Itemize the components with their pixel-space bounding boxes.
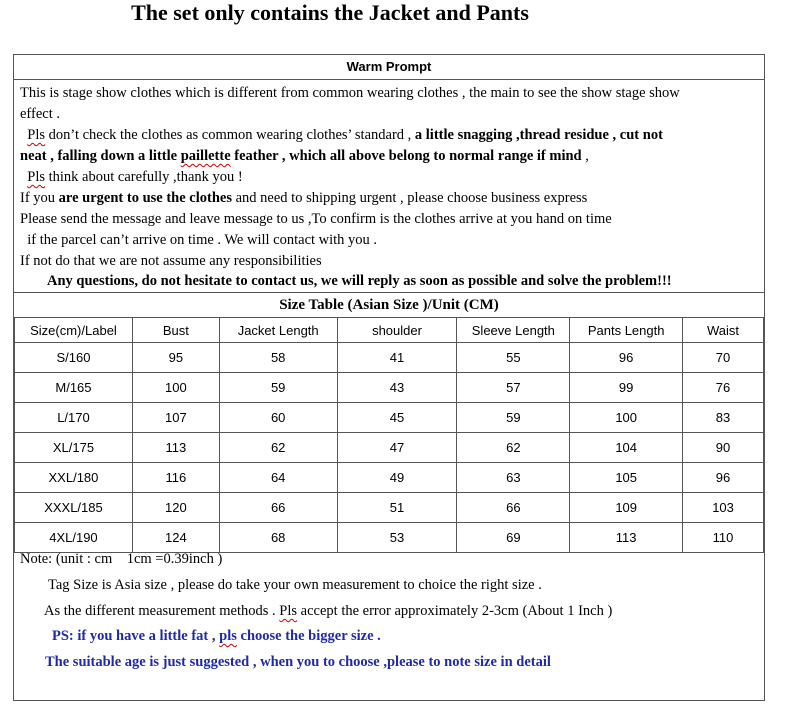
table-cell: 90 (683, 433, 764, 463)
table-cell: 58 (219, 343, 337, 373)
pls-word: Pls (279, 603, 298, 619)
table-cell: 49 (337, 463, 457, 493)
table-cell: 59 (219, 373, 337, 403)
pls-word: pls (219, 628, 237, 644)
table-cell: 64 (219, 463, 337, 493)
table-cell: 53 (337, 523, 457, 553)
warm-prompt-line-1: This is stage show clothes which is different from common wearing clothes , the main to see the show stage show (20, 85, 680, 101)
table-cell: XXL/180 (15, 463, 133, 493)
note-measurement (44, 601, 612, 621)
bold-segment: feather , which all above belong to normal range if mind (230, 148, 582, 164)
text-segment: accept the error approximately 2-3cm (About 1 Inch ) (297, 603, 613, 619)
paillette-word: paillette (180, 148, 231, 164)
table-cell: 100 (570, 403, 683, 433)
text-segment: , (581, 148, 589, 164)
column-header: Jacket Length (219, 318, 337, 343)
table-cell: 68 (219, 523, 337, 553)
bold-segment: are urgent to use the clothes (58, 190, 232, 206)
warm-prompt-line-5 (20, 167, 758, 188)
table-row (15, 433, 764, 463)
table-cell: 55 (457, 343, 570, 373)
warm-prompt-line-4 (20, 146, 758, 167)
table-cell: 47 (337, 433, 457, 463)
table-cell: XL/175 (15, 433, 133, 463)
table-cell: 105 (570, 463, 683, 493)
text-segment: PS: if you have a little fat , (52, 628, 220, 644)
table-cell: S/160 (15, 343, 133, 373)
pls-word: Pls (27, 127, 45, 143)
table-cell: 51 (337, 493, 457, 523)
table-cell: 70 (683, 343, 764, 373)
text-segment: think about carefully ,thank you ! (45, 169, 243, 185)
table-cell: 45 (337, 403, 457, 433)
table-cell: 83 (683, 403, 764, 433)
table-cell: 110 (683, 523, 764, 553)
table-row (15, 463, 764, 493)
table-cell: 96 (570, 343, 683, 373)
table-cell: 43 (337, 373, 457, 403)
table-cell: 116 (132, 463, 219, 493)
table-cell: 60 (219, 403, 337, 433)
table-cell: 41 (337, 343, 457, 373)
column-header: shoulder (337, 318, 457, 343)
column-header: Size(cm)/Label (15, 318, 133, 343)
table-row (15, 343, 764, 373)
table-cell: 66 (219, 493, 337, 523)
table-cell: 69 (457, 523, 570, 553)
table-row (15, 523, 764, 553)
note-age: The suitable age is just suggested , when you to choose ,please to note size in detail (45, 654, 551, 670)
warm-prompt-line-6 (20, 188, 758, 209)
table-cell: 104 (570, 433, 683, 463)
table-cell: 100 (132, 373, 219, 403)
text-segment: and need to shipping urgent , please choose business express (231, 190, 588, 206)
table-cell: 109 (570, 493, 683, 523)
table-cell: L/170 (15, 403, 133, 433)
warm-prompt-line-9: If not do that we are not assume any responsibilities (20, 253, 322, 269)
table-cell: 99 (570, 373, 683, 403)
note-tag-size: Tag Size is Asia size , please do take your own measurement to choice the right size . (48, 577, 542, 593)
warm-prompt-line-8: if the parcel can’t arrive on time . We will contact with you . (20, 232, 378, 248)
table-cell: 113 (132, 433, 219, 463)
text-segment: As the different measurement methods . (44, 603, 280, 619)
column-header: Sleeve Length (457, 318, 570, 343)
table-cell: 95 (132, 343, 219, 373)
table-cell: 96 (683, 463, 764, 493)
table-row (15, 373, 764, 403)
table-cell: 76 (683, 373, 764, 403)
column-header: Bust (132, 318, 219, 343)
table-cell: 107 (132, 403, 219, 433)
table-cell: 62 (457, 433, 570, 463)
text-segment: choose the bigger size . (236, 628, 381, 644)
table-cell: M/165 (15, 373, 133, 403)
table-cell: XXXL/185 (15, 493, 133, 523)
bold-segment: neat , falling down a little (20, 148, 181, 164)
table-cell: 120 (132, 493, 219, 523)
size-table (14, 317, 764, 553)
warm-prompt-header: Warm Prompt (14, 55, 764, 80)
size-table-head-row (15, 318, 764, 343)
note-ps (52, 626, 381, 646)
column-header: Pants Length (570, 318, 683, 343)
note-unit: Note: (unit : cm 1cm =0.39inch ) (20, 551, 223, 567)
text-segment: If you (20, 190, 59, 206)
table-cell: 103 (683, 493, 764, 523)
text-segment: don’t check the clothes as common wearing clothes’ standard , (45, 127, 415, 143)
warm-prompt-line-10: Any questions, do not hesitate to contact us, we will reply as soon as possible and solve the problem!!! (47, 273, 672, 289)
table-cell: 57 (457, 373, 570, 403)
table-cell: 4XL/190 (15, 523, 133, 553)
table-cell: 66 (457, 493, 570, 523)
table-cell: 63 (457, 463, 570, 493)
column-header: Waist (683, 318, 764, 343)
bold-segment: a little snagging ,thread residue , cut not (414, 127, 663, 143)
info-frame (13, 54, 765, 701)
warm-prompt-line-7: Please send the message and leave message to us ,To confirm is the clothes arrive at you hand on time (20, 211, 612, 227)
pls-word: Pls (27, 169, 45, 185)
warm-prompt-line-3 (20, 125, 758, 146)
table-cell: 59 (457, 403, 570, 433)
table-cell: 113 (570, 523, 683, 553)
table-cell: 124 (132, 523, 219, 553)
table-row (15, 493, 764, 523)
table-cell: 62 (219, 433, 337, 463)
page-title: The set only contains the Jacket and Pants (131, 0, 529, 25)
warm-prompt-line-2: effect . (20, 106, 60, 122)
size-table-header: Size Table (Asian Size )/Unit (CM) (14, 292, 764, 318)
table-row (15, 403, 764, 433)
